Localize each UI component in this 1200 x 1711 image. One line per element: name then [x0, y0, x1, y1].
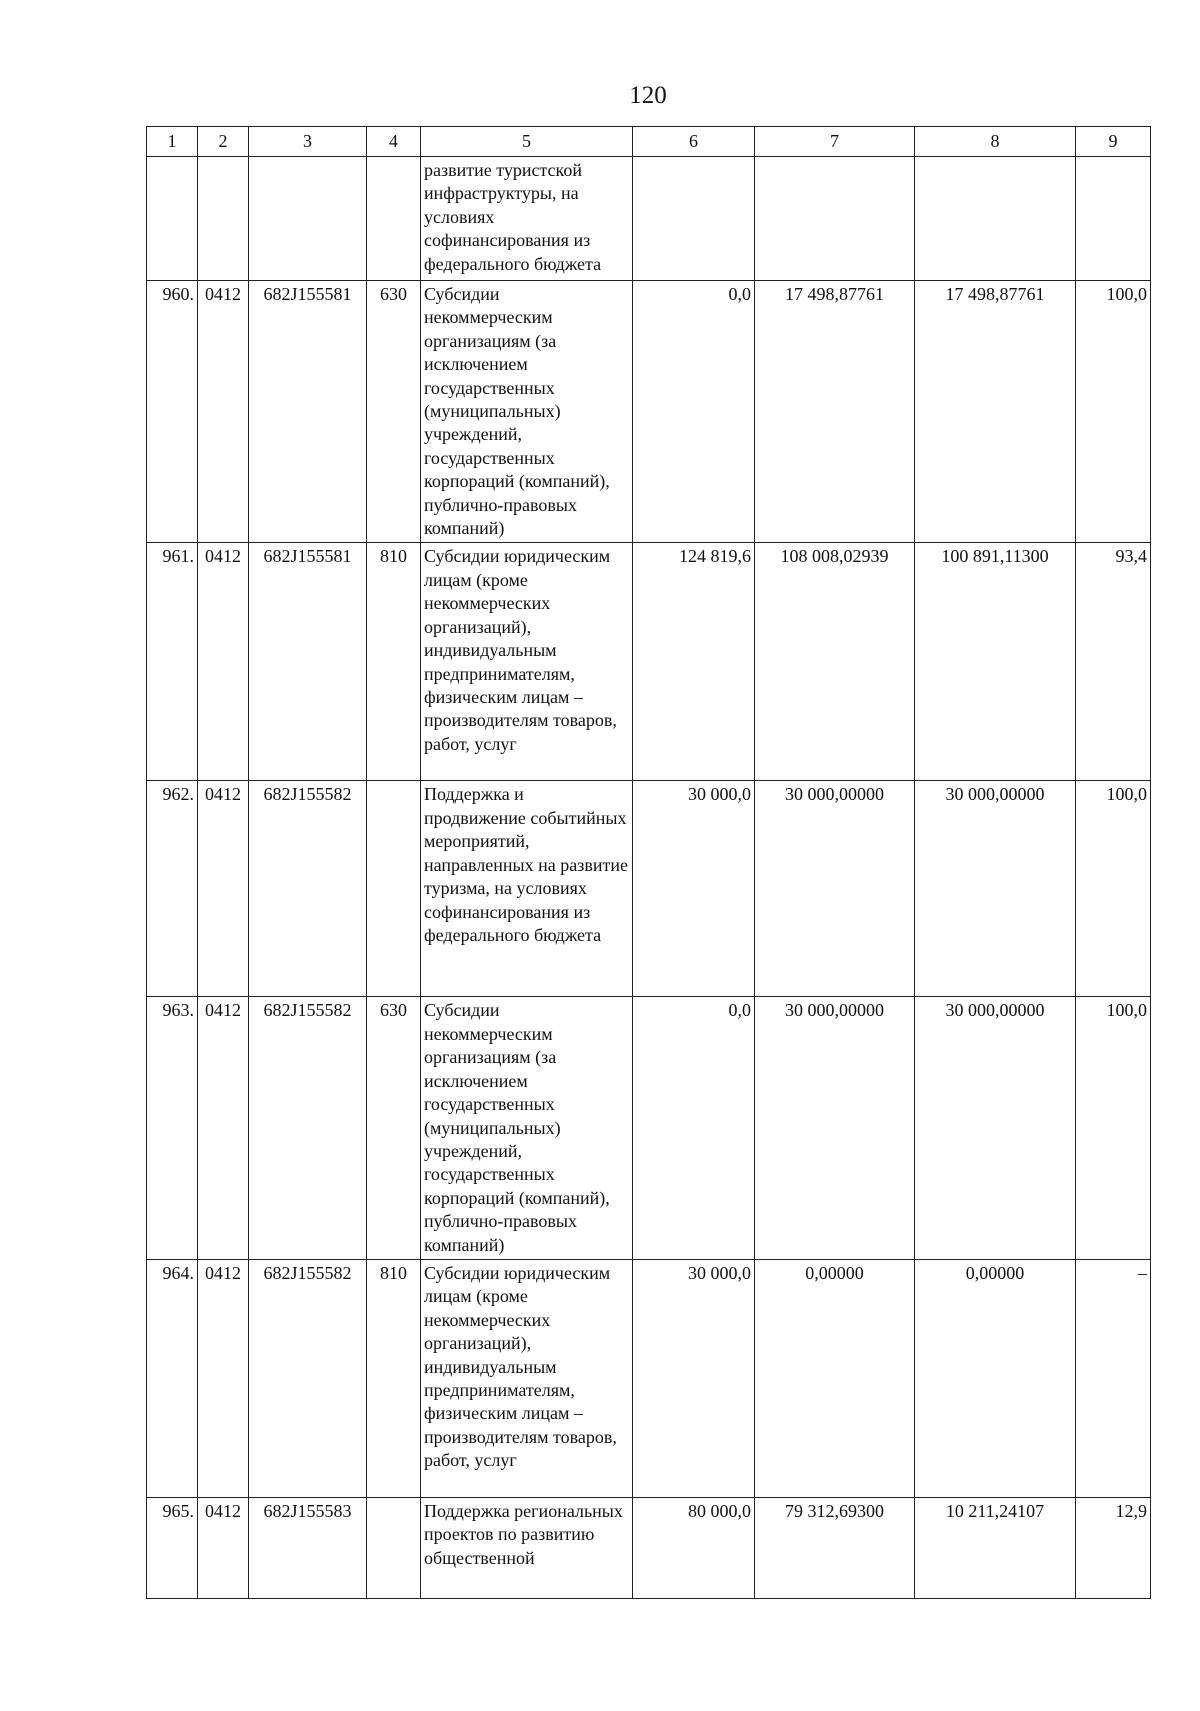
expense-kind: 810 — [367, 543, 421, 781]
value-col8: 30 000,00000 — [915, 781, 1076, 997]
expense-kind — [367, 781, 421, 997]
column-header: 4 — [367, 127, 421, 157]
value-col8: 100 891,11300 — [915, 543, 1076, 781]
expense-kind: 630 — [367, 997, 421, 1259]
section-code: 0412 — [198, 997, 249, 1259]
value-col9: 93,4 — [1076, 543, 1151, 781]
column-header: 2 — [198, 127, 249, 157]
continuation-text: развитие туристской инфраструктуры, на условиях софинансирования из федерального бюджета — [421, 157, 633, 281]
table-row — [147, 1259, 1151, 1497]
column-header: 7 — [755, 127, 915, 157]
item-name: Субсидии юридическим лицам (кроме некоммерческих организаций), индивидуальным предпринимателям, физическим лицам – производителям товаров, работ, услуг — [421, 1259, 633, 1497]
value-col8: 0,00000 — [915, 1259, 1076, 1497]
header-row — [147, 127, 1151, 157]
table-row — [147, 997, 1151, 1259]
column-header: 3 — [249, 127, 367, 157]
value-col7: 30 000,00000 — [755, 781, 915, 997]
target-code: 682J155583 — [249, 1497, 367, 1598]
value-col7: 17 498,87761 — [755, 281, 915, 543]
target-code: 682J155582 — [249, 1259, 367, 1497]
section-code: 0412 — [198, 281, 249, 543]
section-code: 0412 — [198, 1497, 249, 1598]
value-col6: 0,0 — [633, 997, 755, 1259]
value-col9: 12,9 — [1076, 1497, 1151, 1598]
value-col6: 0,0 — [633, 281, 755, 543]
item-name: Субсидии некоммерческим организациям (за исключением государственных (муниципальных) учреждений, государственных корпораций (компаний), публично-правовых компаний) — [421, 997, 633, 1259]
item-name: Субсидии юридическим лицам (кроме некоммерческих организаций), индивидуальным предпринимателям, физическим лицам – производителям товаров, работ, услуг — [421, 543, 633, 781]
value-col9: – — [1076, 1259, 1151, 1497]
value-col9: 100,0 — [1076, 281, 1151, 543]
column-header: 5 — [421, 127, 633, 157]
row-number: 961. — [147, 543, 198, 781]
row-number: 965. — [147, 1497, 198, 1598]
row-number: 964. — [147, 1259, 198, 1497]
item-name: Субсидии некоммерческим организациям (за исключением государственных (муниципальных) учреждений, государственных корпораций (компаний), публично-правовых компаний) — [421, 281, 633, 543]
column-header: 6 — [633, 127, 755, 157]
row-number: 963. — [147, 997, 198, 1259]
section-code: 0412 — [198, 1259, 249, 1497]
section-code: 0412 — [198, 781, 249, 997]
section-code: 0412 — [198, 543, 249, 781]
target-code: 682J155582 — [249, 997, 367, 1259]
expense-kind — [367, 1497, 421, 1598]
item-name: Поддержка и продвижение событийных мероприятий, направленных на развитие туризма, на условиях софинансирования из федерального бюджета — [421, 781, 633, 997]
column-header: 9 — [1076, 127, 1151, 157]
row-number: 960. — [147, 281, 198, 543]
item-name: Поддержка региональных проектов по развитию общественной — [421, 1497, 633, 1598]
value-col7: 30 000,00000 — [755, 997, 915, 1259]
table-row — [147, 781, 1151, 997]
target-code: 682J155581 — [249, 543, 367, 781]
column-header: 8 — [915, 127, 1076, 157]
budget-table — [146, 126, 1151, 1599]
table-row — [147, 281, 1151, 543]
expense-kind: 630 — [367, 281, 421, 543]
continuation-row — [147, 157, 1151, 281]
column-header: 1 — [147, 127, 198, 157]
expense-kind: 810 — [367, 1259, 421, 1497]
value-col8: 17 498,87761 — [915, 281, 1076, 543]
value-col6: 30 000,0 — [633, 1259, 755, 1497]
value-col7: 79 312,69300 — [755, 1497, 915, 1598]
value-col9: 100,0 — [1076, 781, 1151, 997]
page-number: 120 — [629, 82, 667, 109]
row-number: 962. — [147, 781, 198, 997]
value-col9: 100,0 — [1076, 997, 1151, 1259]
value-col8: 30 000,00000 — [915, 997, 1076, 1259]
value-col7: 108 008,02939 — [755, 543, 915, 781]
value-col7: 0,00000 — [755, 1259, 915, 1497]
value-col6: 30 000,0 — [633, 781, 755, 997]
value-col6: 124 819,6 — [633, 543, 755, 781]
value-col6: 80 000,0 — [633, 1497, 755, 1598]
target-code: 682J155582 — [249, 781, 367, 997]
table-row — [147, 543, 1151, 781]
target-code: 682J155581 — [249, 281, 367, 543]
table-row — [147, 1497, 1151, 1598]
value-col8: 10 211,24107 — [915, 1497, 1076, 1598]
